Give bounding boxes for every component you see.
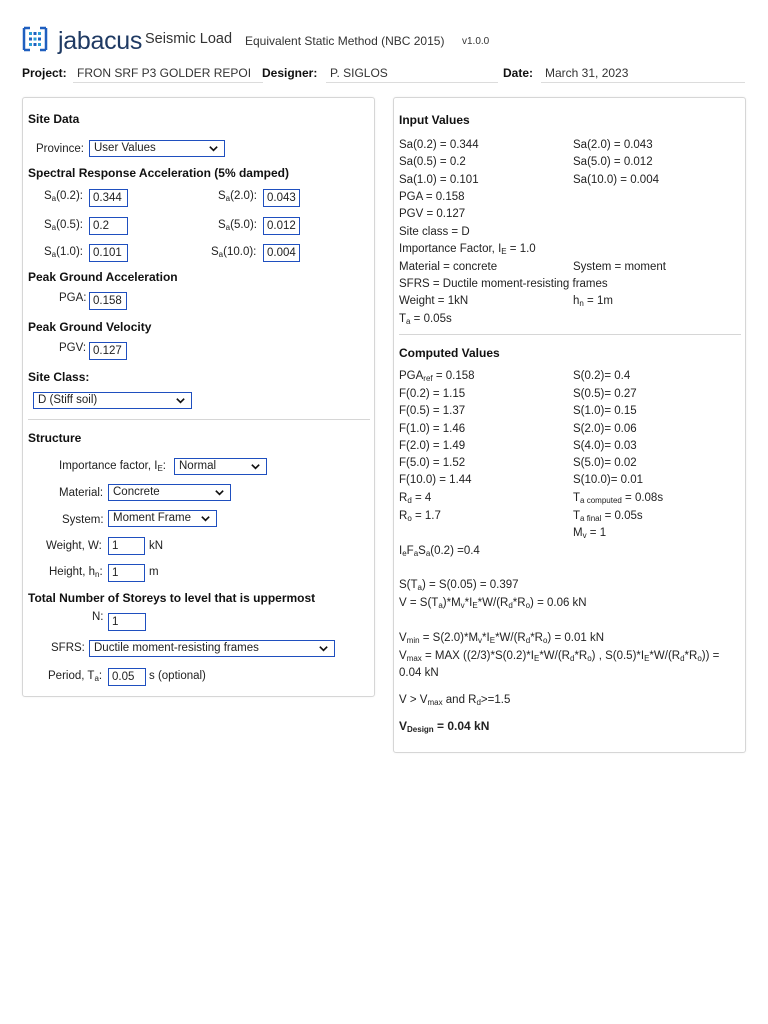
input-values-title: Input Values (399, 113, 470, 127)
chevron-down-icon (250, 461, 261, 472)
site-class-title: Site Class: (28, 370, 90, 384)
height-input[interactable]: 1 (108, 564, 145, 582)
pga-input[interactable]: 0.158 (89, 292, 127, 310)
pga-title: Peak Ground Acceleration (28, 270, 178, 284)
cv-f02: F(0.2) = 1.15 (399, 388, 466, 400)
weight-input[interactable]: 1 (108, 537, 145, 555)
iv-sa02: Sa(0.2) = 0.344 (399, 139, 479, 151)
cv-s50: S(5.0)= 0.02 (573, 457, 637, 469)
cv-check-value: >=1.5 (480, 694, 511, 706)
cv-ta-final: $T_{a final} = 0.05s$ (573, 510, 643, 523)
site-class-value: D (Stiff soil) (38, 394, 98, 406)
app-version: v1.0.0 (462, 36, 490, 47)
cv-vmin-value: = 0.01 kN (551, 632, 605, 644)
cv-v: $V = S(T_a)*M_v*I_E*W/(R_d*R_o) = 0.06$ kN (399, 597, 587, 610)
chevron-down-icon (208, 143, 219, 154)
app-title: Seismic Load (145, 31, 233, 47)
iv-sfrs: SFRS = Ductile moment-resisting frames (399, 278, 608, 290)
pgv-label: PGV: (59, 342, 87, 354)
iv-material: Material = concrete (399, 261, 498, 273)
cv-rd-value: = 4 (411, 492, 432, 504)
cv-f100: F(10.0) = 1.44 (399, 474, 472, 486)
chevron-down-icon (214, 487, 225, 498)
project-field[interactable]: FRON SRF P3 GOLDER REPOI (73, 64, 263, 83)
cv-sta: $S(T_a) = S(0.05) = 0.397$ (399, 579, 519, 592)
pgv-input[interactable]: 0.127 (89, 342, 127, 360)
app-subtitle: Equivalent Static Method (NBC 2015) (245, 34, 445, 48)
cv-check: $V > V_{max}$ and $R_d>=1.5$ (399, 694, 511, 707)
province-select[interactable] (89, 140, 225, 157)
n-input[interactable]: 1 (108, 613, 146, 631)
cv-s100: S(10.0)= 0.01 (573, 474, 644, 486)
sa02-input[interactable]: 0.344 (89, 189, 128, 207)
province-value: User Values (94, 142, 156, 154)
iv-site-class: Site class = D (399, 226, 470, 238)
height-label: Height, $h_n$: (49, 566, 103, 579)
cv-f20: F(2.0) = 1.49 (399, 440, 466, 452)
iv-sa05: Sa(0.5) = 0.2 (399, 156, 466, 168)
sa20-label: $S_a(2.0)$: (218, 190, 257, 203)
sa10-input[interactable]: 0.101 (89, 244, 128, 262)
weight-label: Weight, W: (46, 540, 102, 552)
pgv-title: Peak Ground Velocity (28, 320, 152, 334)
importance-label: Importance factor, $I_E$: (59, 460, 166, 473)
sa50-input[interactable]: 0.012 (263, 217, 300, 235)
cv-rd: $R_d = 4$ (399, 492, 432, 505)
brand-name: jabacus (58, 27, 143, 55)
cv-s02: S(0.2)= 0.4 (573, 370, 631, 382)
sfrs-select[interactable] (89, 640, 335, 657)
sa100-input[interactable]: 0.004 (263, 244, 300, 262)
n-label: N: (92, 611, 104, 623)
iv-sa50: Sa(5.0) = 0.012 (573, 156, 653, 168)
chevron-down-icon (175, 395, 186, 406)
cv-vdesign: $V_{Design} = 0.04$ kN (399, 719, 490, 734)
cv-s40: S(4.0)= 0.03 (573, 440, 637, 452)
computed-values-title: Computed Values (399, 346, 500, 360)
material-value: Concrete (113, 486, 160, 498)
iv-pgv: PGV = 0.127 (399, 208, 466, 220)
cv-mv-value: = 1 (586, 527, 607, 539)
cv-s05: S(0.5)= 0.27 (573, 388, 637, 400)
sfrs-value: Ductile moment-resisting frames (94, 642, 259, 654)
sa02-label: $S_a(0.2)$: (44, 190, 83, 203)
system-value: Moment Frame (113, 512, 191, 524)
cv-s10: S(1.0)= 0.15 (573, 405, 637, 417)
pga-label: PGA: (59, 292, 87, 304)
cv-vmax-value: 0.04 kN (399, 667, 439, 679)
weight-unit: kN (149, 540, 164, 552)
iv-importance-value: = 1.0 (506, 243, 536, 255)
cv-vmax: $V_{max}$ = MAX ($(2/3)*S(0.2)*I_E*W/(R_d*R_o)$ , $S(0.5)*I_E*W/(R_d*R_o)$) = (399, 650, 720, 663)
cv-v-value: = 0.06 kN (533, 597, 587, 609)
iv-system: System = moment (573, 261, 666, 273)
project-label: Project: (22, 66, 67, 80)
importance-select[interactable] (174, 458, 267, 475)
storeys-title: Total Number of Storeys to level that is uppermost (28, 591, 316, 605)
period-input[interactable]: 0.05 (108, 668, 146, 686)
section-divider (399, 334, 741, 335)
spectral-title: Spectral Response Acceleration (5% damped) (28, 166, 289, 180)
sfrs-label: SFRS: (51, 642, 85, 654)
importance-value: Normal (179, 460, 217, 472)
sa10-label: $S_a(1.0)$: (44, 246, 83, 259)
cv-f05: F(0.5) = 1.37 (399, 405, 466, 417)
date-field[interactable]: March 31, 2023 (541, 64, 745, 83)
iv-importance: Importance Factor, $I_E = 1.0$ (399, 243, 536, 256)
height-unit: m (149, 566, 159, 578)
cv-sta-value: = S(0.05) = 0.397 (425, 579, 519, 591)
jabacus-logo-icon (22, 26, 48, 52)
cv-ta-final-value: = 0.05s (601, 510, 643, 522)
system-label: System: (62, 514, 104, 526)
cv-ro-value: = 1.7 (411, 510, 441, 522)
section-divider (28, 419, 370, 420)
iv-sa20: Sa(2.0) = 0.043 (573, 139, 653, 151)
cv-vmin: $V_{min} = S(2.0)*M_v*I_E*W/(R_d*R_o) = 0.01$ kN (399, 632, 605, 645)
iv-sa10: Sa(1.0) = 0.101 (399, 174, 479, 186)
sa100-label: $S_a(10.0)$: (211, 246, 257, 259)
site-data-title: Site Data (28, 112, 80, 126)
cv-iefasa: $I_eF_aS_a(0.2) =0.4$ (399, 545, 480, 558)
material-select[interactable] (108, 484, 231, 501)
cv-s20: S(2.0)= 0.06 (573, 423, 637, 435)
iv-ta-value: = 0.05s (410, 313, 452, 325)
sa05-input[interactable]: 0.2 (89, 217, 128, 235)
material-label: Material: (59, 487, 104, 499)
designer-label: Designer: (262, 66, 318, 80)
chevron-down-icon (318, 643, 329, 654)
iv-pga: PGA = 0.158 (399, 191, 465, 203)
date-label: Date: (503, 66, 534, 80)
cv-ta-computed: $T_{a computed} = 0.08s$ (573, 492, 664, 505)
period-label: Period, $T_a$: (48, 670, 103, 683)
iv-sa100: Sa(10.0) = 0.004 (573, 174, 659, 186)
designer-field[interactable]: P. SIGLOS (326, 64, 498, 83)
structure-title: Structure (28, 431, 82, 445)
iv-weight: Weight = 1kN (399, 295, 469, 307)
cv-f50: F(5.0) = 1.52 (399, 457, 466, 469)
cv-ro: $R_o = 1.7$ (399, 510, 441, 523)
sa50-label: $S_a(5.0)$: (218, 219, 257, 232)
iv-hn: $h_n = 1m$ (573, 295, 613, 308)
iv-hn-value: = 1m (583, 295, 613, 307)
cv-mv: $M_v = 1$ (573, 527, 607, 540)
chevron-down-icon (200, 513, 211, 524)
site-class-select[interactable] (33, 392, 192, 409)
cv-ta-computed-value: = 0.08s (621, 492, 664, 504)
province-label: Province: (36, 143, 84, 155)
iv-ta: $T_a = 0.05s$ (399, 313, 452, 326)
period-unit: s (optional) (149, 670, 206, 682)
sa20-input[interactable]: 0.043 (263, 189, 300, 207)
cv-vdesign-value: = 0.04 kN (433, 719, 490, 733)
cv-pgaref-value: = 0.158 (435, 370, 475, 382)
system-select[interactable] (108, 510, 217, 527)
sa05-label: $S_a(0.5)$: (44, 219, 83, 232)
cv-pgaref: $PGA_{ref} = 0.158$ (399, 370, 475, 383)
cv-f10: F(1.0) = 1.46 (399, 423, 466, 435)
cv-iefasa-value: =0.4 (453, 545, 480, 557)
